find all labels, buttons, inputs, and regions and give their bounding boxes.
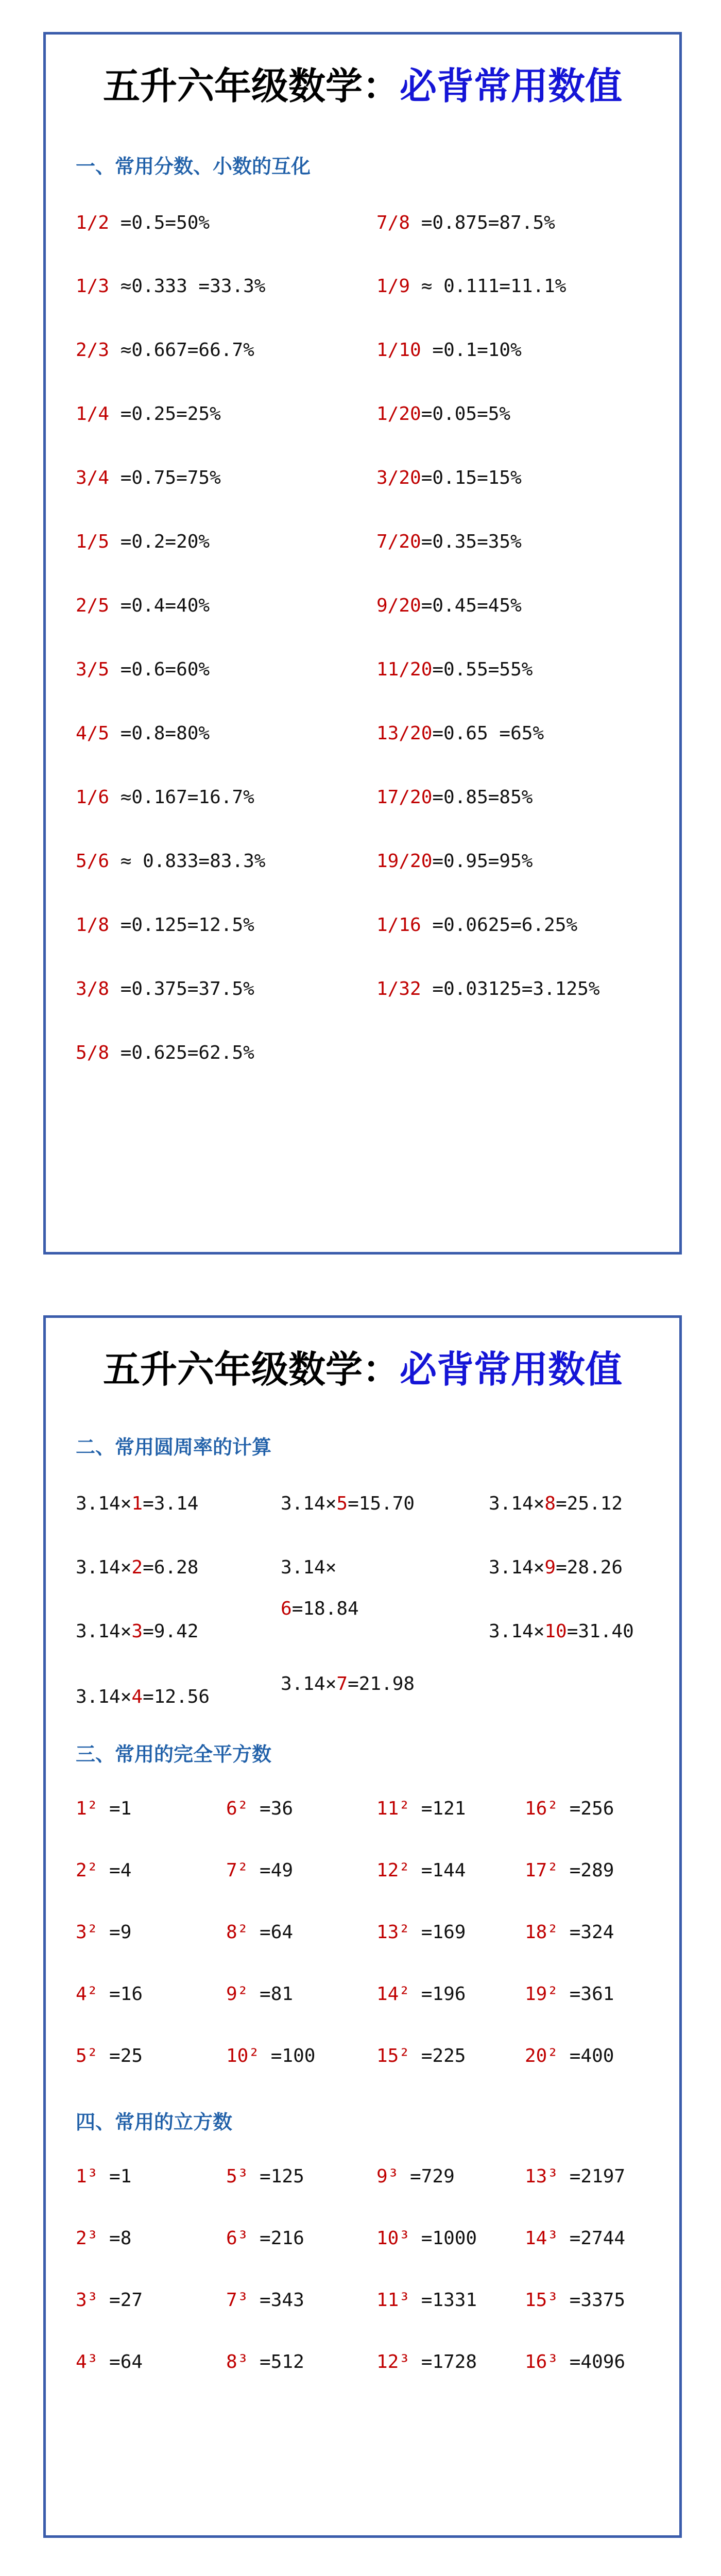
pi-row: 3.14×9=28.26 — [489, 1557, 623, 1578]
cube-item: 3³ =27 — [76, 2290, 143, 2311]
fraction-row: 2/3 ≈0.667=66.7% — [76, 340, 254, 361]
square-item: 17² =289 — [525, 1860, 614, 1881]
fraction-row: 1/6 ≈0.167=16.7% — [76, 787, 254, 808]
square-item: 19² =361 — [525, 1984, 614, 2005]
title-main: 五升六年级数学： — [102, 64, 400, 108]
pi-row: 3.14×2=6.28 — [76, 1557, 199, 1578]
cube-item: 9³ =729 — [376, 2166, 455, 2187]
fraction-row: 1/9 ≈ 0.111=11.1% — [376, 276, 566, 297]
square-item: 18² =324 — [525, 1922, 614, 1943]
fraction-row: 3/8 =0.375=37.5% — [76, 978, 254, 999]
fraction-row: 5/8 =0.625=62.5% — [76, 1042, 254, 1063]
square-item: 10² =100 — [226, 2045, 316, 2066]
pi-row: 3.14×7=21.98 — [281, 1673, 415, 1694]
title-main: 五升六年级数学： — [102, 1348, 400, 1391]
square-item: 16² =256 — [525, 1798, 614, 1819]
fraction-row: 3/5 =0.6=60% — [76, 659, 210, 680]
fraction-row: 1/8 =0.125=12.5% — [76, 914, 254, 936]
fraction-row: 2/5 =0.4=40% — [76, 595, 210, 616]
cube-item: 13³ =2197 — [525, 2166, 626, 2187]
square-item: 5² =25 — [76, 2045, 143, 2066]
fraction-row: 1/20=0.05=5% — [376, 403, 511, 425]
square-item: 20² =400 — [525, 2045, 614, 2066]
cube-item: 2³ =8 — [76, 2228, 132, 2249]
pi-row: 3.14×4=12.56 — [76, 1686, 210, 1707]
cube-item: 7³ =343 — [226, 2290, 304, 2311]
pi-row: 3.14×1=3.14 — [76, 1493, 199, 1514]
title-highlight: 必背常用数值 — [400, 1348, 623, 1391]
cube-item: 10³ =1000 — [376, 2228, 477, 2249]
cube-item: 16³ =4096 — [525, 2351, 626, 2372]
fraction-row: 11/20=0.55=55% — [376, 659, 533, 680]
section-heading-fractions: 一、常用分数、小数的互化 — [76, 155, 311, 178]
square-item: 6² =36 — [226, 1798, 294, 1819]
fraction-row: 1/10 =0.1=10% — [376, 340, 522, 361]
pi-row: 3.14×5=15.70 — [281, 1493, 415, 1514]
fraction-row: 7/8 =0.875=87.5% — [376, 212, 555, 233]
page-title — [46, 1340, 679, 1393]
square-item: 8² =64 — [226, 1922, 294, 1943]
cube-item: 11³ =1331 — [376, 2290, 477, 2311]
fraction-row: 3/20=0.15=15% — [376, 467, 522, 488]
page-1 — [43, 32, 682, 1255]
pi-row: 3.14×8=25.12 — [489, 1493, 623, 1514]
fraction-row: 3/4 =0.75=75% — [76, 467, 221, 488]
fraction-row: 9/20=0.45=45% — [376, 595, 522, 616]
pi-row-wrapped: 3.14× — [281, 1557, 337, 1578]
square-item: 1² =1 — [76, 1798, 132, 1819]
title-highlight: 必背常用数值 — [400, 64, 623, 108]
pi-row: 3.14×10=31.40 — [489, 1621, 634, 1642]
page-title — [46, 56, 679, 110]
square-item: 3² =9 — [76, 1922, 132, 1943]
square-item: 2² =4 — [76, 1860, 132, 1881]
section-heading-squares: 三、常用的完全平方数 — [76, 1743, 272, 1766]
fraction-row: 13/20=0.65 =65% — [376, 723, 544, 744]
section-heading-pi: 二、常用圆周率的计算 — [76, 1436, 272, 1459]
fraction-row: 1/32 =0.03125=3.125% — [376, 978, 600, 999]
square-item: 12² =144 — [376, 1860, 466, 1881]
section-heading-cubes: 四、常用的立方数 — [76, 2111, 233, 2133]
page-2 — [43, 1315, 682, 2538]
fraction-row: 5/6 ≈ 0.833=83.3% — [76, 851, 266, 872]
cube-item: 8³ =512 — [226, 2351, 304, 2372]
fraction-row: 7/20=0.35=35% — [376, 531, 522, 552]
square-item: 14² =196 — [376, 1984, 466, 2005]
square-item: 11² =121 — [376, 1798, 466, 1819]
square-item: 4² =16 — [76, 1984, 143, 2005]
cube-item: 14³ =2744 — [525, 2228, 626, 2249]
fraction-row: 1/5 =0.2=20% — [76, 531, 210, 552]
cube-item: 4³ =64 — [76, 2351, 143, 2372]
square-item: 13² =169 — [376, 1922, 466, 1943]
square-item: 15² =225 — [376, 2045, 466, 2066]
cube-item: 5³ =125 — [226, 2166, 304, 2187]
square-item: 7² =49 — [226, 1860, 294, 1881]
cube-item: 12³ =1728 — [376, 2351, 477, 2372]
fraction-row: 1/3 ≈0.333 =33.3% — [76, 276, 266, 297]
fraction-row: 1/2 =0.5=50% — [76, 212, 210, 233]
pi-row-wrapped-cont: 6=18.84 — [281, 1598, 359, 1619]
cube-item: 1³ =1 — [76, 2166, 132, 2187]
cube-item: 6³ =216 — [226, 2228, 304, 2249]
fraction-row: 4/5 =0.8=80% — [76, 723, 210, 744]
cube-item: 15³ =3375 — [525, 2290, 626, 2311]
fraction-row: 17/20=0.85=85% — [376, 787, 533, 808]
pi-row: 3.14×3=9.42 — [76, 1621, 199, 1642]
fraction-row: 1/16 =0.0625=6.25% — [376, 914, 578, 936]
fraction-row: 19/20=0.95=95% — [376, 851, 533, 872]
fraction-row: 1/4 =0.25=25% — [76, 403, 221, 425]
square-item: 9² =81 — [226, 1984, 294, 2005]
